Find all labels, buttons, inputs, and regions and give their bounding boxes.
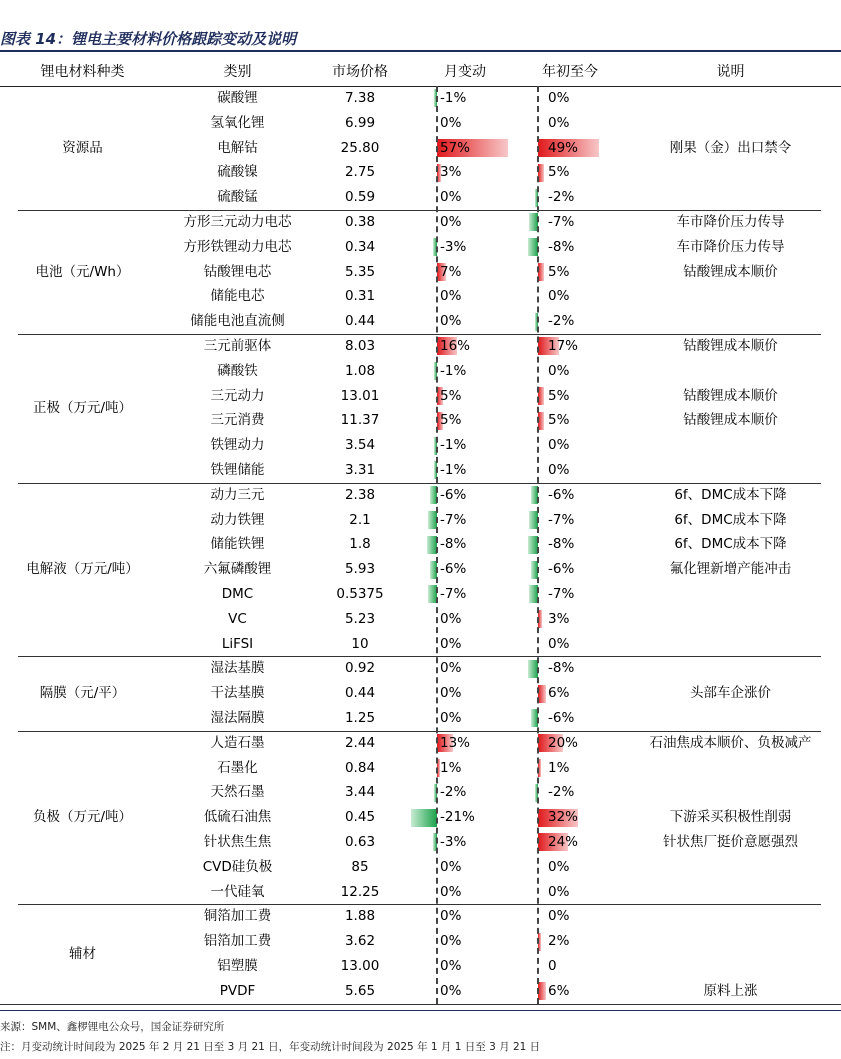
note-cell: 钴酸锂成本顺价 bbox=[683, 412, 778, 429]
ytd-value: -2% bbox=[548, 189, 575, 206]
price-cell: 2.44 bbox=[344, 734, 376, 751]
mom-value: -1% bbox=[440, 90, 467, 106]
mom-value: 0% bbox=[440, 982, 462, 999]
ytd-value: 0% bbox=[548, 437, 570, 454]
category-cell: 三元前驱体 bbox=[203, 338, 272, 354]
mom-value: -7% bbox=[440, 511, 467, 528]
mom-value: 0% bbox=[440, 660, 462, 677]
ytd-value: -6% bbox=[548, 561, 575, 578]
ytd-bar bbox=[538, 982, 546, 1000]
note-cell: 针状焦厂挺价意愿强烈 bbox=[663, 834, 798, 850]
price-cell: 13.00 bbox=[340, 958, 380, 974]
note-cell: 钴酸锂成本顺价 bbox=[683, 338, 778, 354]
category-cell: 铜箔加工费 bbox=[203, 908, 272, 925]
category-cell: DMC bbox=[221, 586, 254, 602]
ytd-value: 0% bbox=[548, 883, 570, 900]
price-cell: 0.44 bbox=[344, 685, 376, 702]
group-rule bbox=[0, 1004, 841, 1005]
note-text: 注：月变动统计时间段为 2025 年 2 月 21 日至 3 月 21 日，年变动统计时间段为 2025 年 1 月 1 日至 3 月 21 日 bbox=[0, 1041, 541, 1053]
mom-value: 16% bbox=[440, 338, 471, 354]
mom-value: 57% bbox=[440, 139, 471, 156]
category-cell: 方形铁锂动力电芯 bbox=[183, 238, 292, 255]
mom-value: 1% bbox=[440, 759, 462, 776]
mom-value: 0% bbox=[440, 610, 462, 627]
category-cell: 一代硅氧 bbox=[210, 883, 265, 900]
ytd-value: 49% bbox=[548, 139, 579, 156]
price-cell: 0.44 bbox=[344, 313, 376, 330]
ytd-value: 0% bbox=[548, 288, 570, 305]
mom-value: -1% bbox=[440, 462, 467, 478]
price-cell: 0.38 bbox=[344, 214, 376, 230]
mom-value: 0% bbox=[440, 685, 462, 702]
price-cell: 2.38 bbox=[344, 486, 376, 503]
mom-value: 5% bbox=[440, 387, 462, 404]
ytd-value: 0% bbox=[548, 362, 570, 379]
mom-value: 0% bbox=[440, 288, 462, 305]
mom-value: -6% bbox=[440, 486, 467, 503]
category-cell: LiFSI bbox=[221, 635, 254, 652]
ytd-value: 0% bbox=[548, 90, 570, 106]
ytd-value: 3% bbox=[548, 610, 570, 627]
ytd-value: -8% bbox=[548, 536, 575, 553]
category-cell: 磷酸铁 bbox=[217, 362, 258, 379]
ytd-value: 5% bbox=[548, 387, 570, 404]
ytd-value: -7% bbox=[548, 586, 575, 602]
category-cell: 铁锂储能 bbox=[210, 462, 265, 478]
ytd-value: 5% bbox=[548, 164, 570, 181]
ytd-value: -2% bbox=[548, 313, 575, 330]
ytd-value: 5% bbox=[548, 263, 570, 280]
group-name: 电池（元/Wh） bbox=[35, 263, 130, 280]
figure-title: 图表 14：锂电主要材料价格跟踪变动及说明 bbox=[0, 30, 297, 48]
mom-value: -2% bbox=[440, 784, 467, 801]
mom-value: 13% bbox=[440, 734, 471, 751]
group-name: 负极（万元/吨） bbox=[32, 809, 133, 826]
price-cell: 1.88 bbox=[344, 908, 376, 925]
ytd-value: -8% bbox=[548, 238, 575, 255]
category-cell: 六氟磷酸锂 bbox=[203, 561, 272, 578]
note-cell: 头部车企涨价 bbox=[690, 685, 771, 702]
price-cell: 1.08 bbox=[344, 362, 376, 379]
category-cell: 储能铁锂 bbox=[210, 536, 265, 553]
note-cell: 车市降价压力传导 bbox=[676, 214, 785, 230]
category-cell: 钴酸锂电芯 bbox=[203, 263, 272, 280]
price-cell: 2.75 bbox=[344, 164, 376, 181]
mom-value: 0% bbox=[440, 710, 462, 726]
note-cell: 车市降价压力传导 bbox=[676, 238, 785, 255]
note-cell: 6f、DMC成本下降 bbox=[674, 511, 787, 528]
category-cell: VC bbox=[228, 610, 247, 627]
category-cell: CVD硅负极 bbox=[202, 858, 273, 875]
category-cell: PVDF bbox=[219, 982, 256, 999]
ytd-value: -8% bbox=[548, 660, 575, 677]
mom-value: -3% bbox=[440, 238, 467, 255]
mom-value: -1% bbox=[440, 362, 467, 379]
title-rule bbox=[0, 50, 841, 52]
ytd-value: -7% bbox=[548, 214, 575, 230]
mom-value: 0% bbox=[440, 883, 462, 900]
category-cell: 人造石墨 bbox=[210, 734, 265, 751]
price-cell: 8.03 bbox=[344, 338, 376, 354]
ytd-value: -7% bbox=[548, 511, 575, 528]
header-mom: 月变动 bbox=[444, 64, 486, 80]
mom-value: 0% bbox=[440, 189, 462, 206]
price-cell: 85 bbox=[351, 858, 369, 875]
price-cell: 3.54 bbox=[344, 437, 376, 454]
group-name: 隔膜（元/平） bbox=[39, 685, 126, 702]
price-cell: 0.34 bbox=[344, 238, 376, 255]
category-cell: 三元消费 bbox=[210, 412, 265, 429]
group-rule bbox=[18, 656, 821, 657]
price-cell: 3.62 bbox=[344, 933, 376, 950]
note-cell: 钴酸锂成本顺价 bbox=[683, 387, 778, 404]
category-cell: 湿法基膜 bbox=[210, 660, 265, 677]
price-cell: 5.23 bbox=[344, 610, 376, 627]
category-cell: 碳酸锂 bbox=[217, 90, 258, 106]
ytd-value: 0% bbox=[548, 908, 570, 925]
mom-value: 0% bbox=[440, 313, 462, 330]
category-cell: 方形三元动力电芯 bbox=[183, 214, 292, 230]
category-cell: 储能电芯 bbox=[210, 288, 265, 305]
note-cell: 下游采买积极性削弱 bbox=[669, 809, 792, 826]
group-name: 正极（万元/吨） bbox=[32, 400, 133, 416]
ytd-value: 20% bbox=[548, 734, 579, 751]
ytd-value: 0 bbox=[548, 958, 557, 974]
category-cell: 低硫石油焦 bbox=[203, 809, 272, 826]
footer-rule bbox=[0, 1010, 841, 1011]
mom-value: 3% bbox=[440, 164, 462, 181]
mom-value: -7% bbox=[440, 586, 467, 602]
mom-value: 0% bbox=[440, 858, 462, 875]
mom-value: 5% bbox=[440, 412, 462, 429]
category-cell: 硫酸锰 bbox=[217, 189, 258, 206]
price-cell: 0.63 bbox=[344, 834, 376, 850]
price-cell: 5.65 bbox=[344, 982, 376, 999]
price-cell: 6.99 bbox=[344, 114, 376, 131]
price-cell: 1.8 bbox=[349, 536, 371, 553]
header-category: 类别 bbox=[223, 64, 252, 80]
note-cell: 6f、DMC成本下降 bbox=[674, 536, 787, 553]
mom-value: 0% bbox=[440, 214, 462, 230]
price-cell: 0.5375 bbox=[336, 586, 384, 602]
price-cell: 13.01 bbox=[340, 387, 380, 404]
price-cell: 0.45 bbox=[344, 809, 376, 826]
price-cell: 25.80 bbox=[340, 139, 380, 156]
mom-value: -3% bbox=[440, 834, 467, 850]
group-name: 辅材 bbox=[69, 945, 96, 962]
mom-value: -1% bbox=[440, 437, 467, 454]
category-cell: 天然石墨 bbox=[210, 784, 265, 801]
category-cell: 储能电池直流侧 bbox=[190, 313, 285, 330]
header-rule bbox=[0, 86, 841, 87]
header-note: 说明 bbox=[716, 64, 745, 80]
ytd-value: 5% bbox=[548, 412, 570, 429]
mom-value: -6% bbox=[440, 561, 467, 578]
price-cell: 0.59 bbox=[344, 189, 376, 206]
mom-value: 0% bbox=[440, 908, 462, 925]
category-cell: 动力三元 bbox=[210, 486, 265, 503]
mom-value: 0% bbox=[440, 635, 462, 652]
note-cell: 氟化锂新增产能冲击 bbox=[669, 561, 792, 578]
price-table bbox=[0, 58, 841, 1005]
mom-value: 0% bbox=[440, 933, 462, 950]
ytd-bar bbox=[538, 685, 546, 703]
price-cell: 0.31 bbox=[344, 288, 376, 305]
category-cell: 湿法隔膜 bbox=[210, 710, 265, 726]
category-cell: 三元动力 bbox=[210, 387, 265, 404]
category-cell: 氢氧化锂 bbox=[210, 114, 265, 131]
ytd-value: 0% bbox=[548, 114, 570, 131]
ytd-value: 24% bbox=[548, 834, 579, 850]
price-cell: 5.93 bbox=[344, 561, 376, 578]
ytd-value: 1% bbox=[548, 759, 570, 776]
ytd-value: -2% bbox=[548, 784, 575, 801]
category-cell: 硫酸镍 bbox=[217, 164, 258, 181]
note-cell: 刚果（金）出口禁令 bbox=[669, 139, 792, 156]
mom-value: 0% bbox=[440, 114, 462, 131]
category-cell: 电解钴 bbox=[217, 139, 258, 156]
ytd-value: 6% bbox=[548, 685, 570, 702]
category-cell: 干法基膜 bbox=[210, 685, 265, 702]
note-cell: 石油焦成本顺价、负极减产 bbox=[649, 734, 812, 751]
ytd-value: 0% bbox=[548, 635, 570, 652]
price-cell: 10 bbox=[351, 635, 369, 652]
price-cell: 3.31 bbox=[344, 462, 376, 478]
category-cell: 石墨化 bbox=[217, 759, 258, 776]
mom-value: 0% bbox=[440, 958, 462, 974]
header-price: 市场价格 bbox=[332, 64, 388, 80]
ytd-value: 32% bbox=[548, 809, 579, 826]
mom-axis bbox=[436, 86, 438, 1004]
category-cell: 针状焦生焦 bbox=[203, 834, 272, 850]
ytd-value: 6% bbox=[548, 982, 570, 999]
group-rule bbox=[18, 904, 821, 905]
ytd-value: 0% bbox=[548, 462, 570, 478]
ytd-value: 0% bbox=[548, 858, 570, 875]
ytd-value: -6% bbox=[548, 486, 575, 503]
price-cell: 2.1 bbox=[349, 511, 371, 528]
price-cell: 0.84 bbox=[344, 759, 376, 776]
mom-value: -8% bbox=[440, 536, 467, 553]
price-cell: 7.38 bbox=[344, 90, 376, 106]
mom-bar bbox=[411, 809, 437, 827]
note-cell: 钴酸锂成本顺价 bbox=[683, 263, 778, 280]
header-ytd: 年初至今 bbox=[542, 64, 598, 80]
category-cell: 铝塑膜 bbox=[217, 958, 258, 974]
ytd-value: -6% bbox=[548, 710, 575, 726]
category-cell: 铝箔加工费 bbox=[203, 933, 272, 950]
ytd-axis bbox=[537, 86, 539, 1004]
mom-value: -21% bbox=[440, 809, 475, 826]
price-cell: 11.37 bbox=[340, 412, 380, 429]
ytd-value: 17% bbox=[548, 338, 579, 354]
price-cell: 12.25 bbox=[340, 883, 380, 900]
mom-value: 7% bbox=[440, 263, 462, 280]
header-material: 锂电材料种类 bbox=[40, 64, 125, 80]
price-cell: 0.92 bbox=[344, 660, 376, 677]
group-name: 电解液（万元/吨） bbox=[26, 561, 139, 578]
category-cell: 铁锂动力 bbox=[210, 437, 265, 454]
group-name: 资源品 bbox=[62, 139, 103, 156]
ytd-value: 2% bbox=[548, 933, 570, 950]
source-text: 来源：SMM、鑫椤锂电公众号，国金证券研究所 bbox=[0, 1021, 225, 1033]
note-cell: 6f、DMC成本下降 bbox=[674, 486, 787, 503]
price-cell: 3.44 bbox=[344, 784, 376, 801]
note-cell: 原料上涨 bbox=[703, 982, 758, 999]
category-cell: 动力铁锂 bbox=[210, 511, 265, 528]
price-cell: 5.35 bbox=[344, 263, 376, 280]
price-cell: 1.25 bbox=[344, 710, 376, 726]
